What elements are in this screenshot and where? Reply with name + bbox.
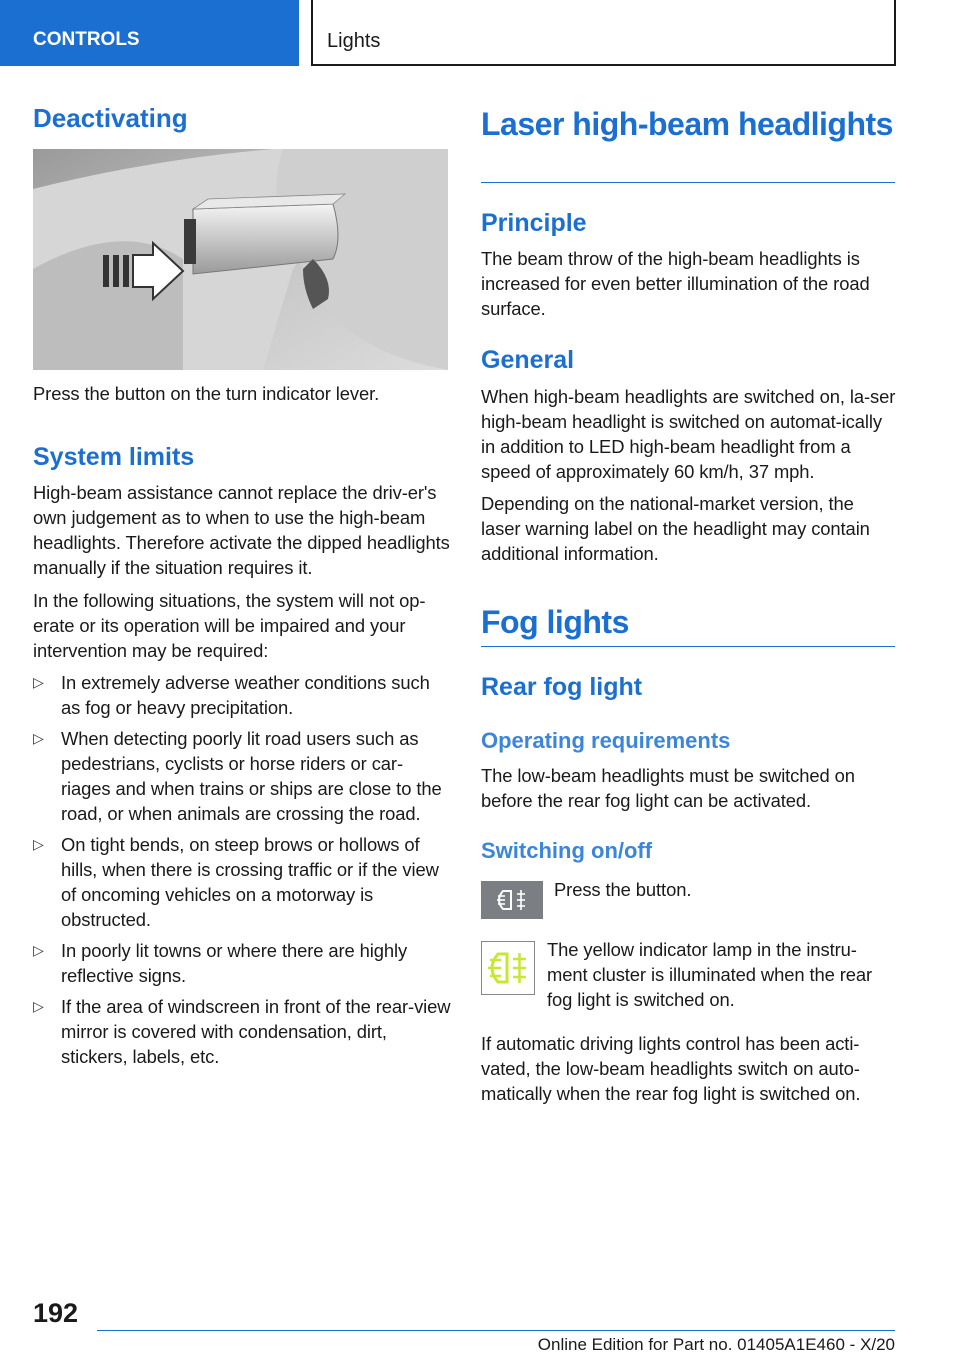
system-limits-heading: System limits bbox=[33, 443, 195, 471]
fog-indicator-lamp-icon bbox=[481, 941, 535, 995]
page-header bbox=[0, 0, 960, 66]
indicator-text: The yellow indicator lamp in the instru-ment cluster is illuminated when the rear fog light is switched on. bbox=[547, 939, 873, 1010]
bullet-triangle-icon: ▷ bbox=[33, 998, 44, 1014]
fog-lights-heading: Fog lights bbox=[481, 604, 629, 640]
bullet-triangle-icon: ▷ bbox=[33, 730, 44, 746]
rear-fog-heading: Rear fog light bbox=[481, 673, 643, 701]
switching-heading: Switching on/off bbox=[481, 838, 653, 863]
list-item: ▷ When detecting poorly lit road users such as pedestrians, cyclists or horse riders or car-riages and when trains or ships are close to the road, or when animals are crossing the road. bbox=[33, 728, 442, 824]
heading-rule bbox=[481, 182, 895, 183]
turn-indicator-lever-image bbox=[33, 149, 448, 370]
principle-text: The beam throw of the high-beam headlights is increased for even better illumination of the road surface. bbox=[481, 248, 870, 319]
general-paragraph-2: Depending on the national-market version, the laser warning label on the headlight may contain additional information. bbox=[481, 493, 870, 564]
page-number: 192 bbox=[33, 1298, 79, 1328]
edition-text: Online Edition for Part no. 01405A1E460 - X/20 bbox=[537, 1335, 895, 1354]
principle-heading: Principle bbox=[481, 209, 587, 237]
list-item: ▷ In extremely adverse weather conditions such as fog or heavy precipitation. bbox=[33, 672, 430, 718]
bullet-triangle-icon: ▷ bbox=[33, 942, 44, 958]
auto-lights-text: If automatic driving lights control has been acti-vated, the low-beam headlights switch on auto-matically when the rear fog light is switched on. bbox=[481, 1033, 861, 1104]
laser-heading: Laser high-beam headlights bbox=[481, 106, 893, 142]
list-item: ▷ In poorly lit towns or where there are highly reflective signs. bbox=[33, 940, 408, 986]
requirements-text: The low-beam headlights must be switched on before the rear fog light can be activated. bbox=[481, 765, 855, 811]
switch-text: Press the button. bbox=[554, 879, 692, 900]
limits-list bbox=[33, 670, 451, 1069]
bullet-triangle-icon: ▷ bbox=[33, 674, 44, 690]
footer-rule bbox=[97, 1330, 895, 1331]
list-item: ▷ On tight bends, on steep brows or hollows of hills, when there is crossing traffic or if the view of oncoming vehicles on a motorway is obstructed. bbox=[33, 834, 439, 930]
operating-requirements-heading: Operating requirements bbox=[481, 728, 731, 753]
topic-tab: Lights bbox=[311, 0, 896, 66]
general-heading: General bbox=[481, 346, 575, 374]
deactivating-text: Press the button on the turn indicator lever. bbox=[33, 383, 380, 404]
limits-paragraph-1: High-beam assistance cannot replace the driv-er's own judgement as to when to use the high-beam headlights. Therefore activate the dipped headlights manually if the situation requires it. bbox=[33, 482, 450, 578]
section-tab: CONTROLS bbox=[0, 0, 299, 66]
list-item: ▷ If the area of windscreen in front of the rear-view mirror is covered with condensation, dirt, stickers, labels, etc. bbox=[33, 996, 451, 1067]
deactivating-heading: Deactivating bbox=[33, 103, 188, 133]
limits-paragraph-2: In the following situations, the system will not op-erate or its operation will be impaired and your intervention may be required: bbox=[33, 590, 426, 661]
heading-rule bbox=[481, 646, 895, 647]
bullet-triangle-icon: ▷ bbox=[33, 836, 44, 852]
rear-fog-button-icon bbox=[481, 881, 543, 919]
general-paragraph-1: When high-beam headlights are switched on, la-ser high-beam headlight is switched on automat-ically in addition to LED high-beam headlight from a speed of approximately 60 km/h, 37 mph. bbox=[481, 386, 896, 482]
